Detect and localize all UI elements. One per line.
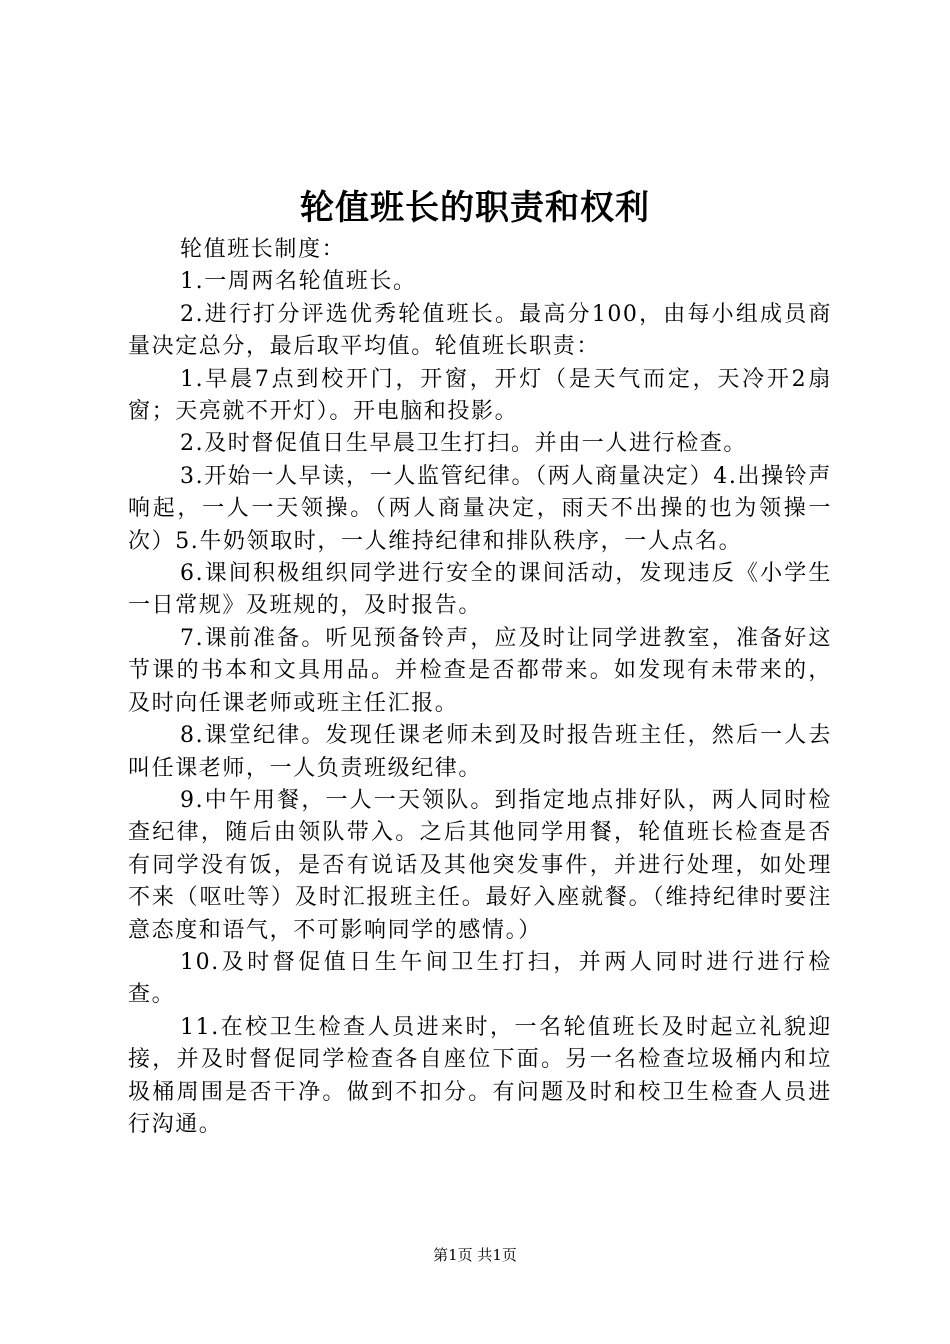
paragraph-duty-3-5: 3.开始一人早读，一人监管纪律。（两人商量决定）4.出操铃声响起，一人一天领操。（两人商量决定，雨天不出操的也为领操一次）5.牛奶领取时，一人维持纪律和排队秩序，一人点名。 (128, 463, 832, 554)
paragraph-duty-6: 6.课间积极组织同学进行安全的课间活动，发现违反《小学生一日常规》及班规的，及时报告。 (128, 561, 832, 619)
paragraph-duty-7: 7.课前准备。听见预备铃声，应及时让同学进教室，准备好这节课的书本和文具用品。并检查是否都带来。如发现有未带来的，及时向任课老师或班主任汇报。 (128, 625, 832, 716)
document-title: 轮值班长的职责和权利 (300, 188, 650, 228)
paragraph-duty-11: 11.在校卫生检查人员进来时，一名轮值班长及时起立礼貌迎接，并及时督促同学检查各自座位下面。另一名检查垃圾桶内和垃圾桶周围是否干净。做到不扣分。有问题及时和校卫生检查人员进行沟通。 (128, 1014, 832, 1137)
paragraph-duty-8: 8.课堂纪律。发现任课老师未到及时报告班主任，然后一人去叫任课老师，一人负责班级纪律。 (128, 723, 832, 781)
paragraph-duty-9: 9.中午用餐，一人一天领队。到指定地点排好队，两人同时检查纪律，随后由领队带入。之后其他同学用餐，轮值班长检查是否有同学没有饭，是否有说话及其他突发事件，并进行处理，如处理不来（呕吐等）及时汇报班主任。最好入座就餐。（维持纪律时要注意态度和语气，不可影响同学的感情。） (128, 787, 832, 943)
paragraph-duty-2: 2.及时督促值日生早晨卫生打扫。并由一人进行检查。 (180, 431, 747, 457)
paragraph-system-heading: 轮值班长制度： (180, 237, 346, 262)
paragraph-rule-1: 1.一周两名轮值班长。 (180, 269, 417, 295)
page-footer: 第1页 共1页 (433, 1246, 517, 1264)
paragraph-rule-2: 2.进行打分评选优秀轮值班长。最高分100，由每小组成员商量决定总分，最后取平均值。轮值班长职责： (128, 301, 832, 360)
paragraph-duty-10: 10.及时督促值日生午间卫生打扫，并两人同时进行进行检查。 (128, 949, 832, 1008)
document-body (128, 234, 832, 1141)
paragraph-duty-1: 1.早晨7点到校开门，开窗，开灯（是天气而定，天冷开2扇窗；天亮就不开灯）。开电脑和投影。 (128, 366, 832, 425)
